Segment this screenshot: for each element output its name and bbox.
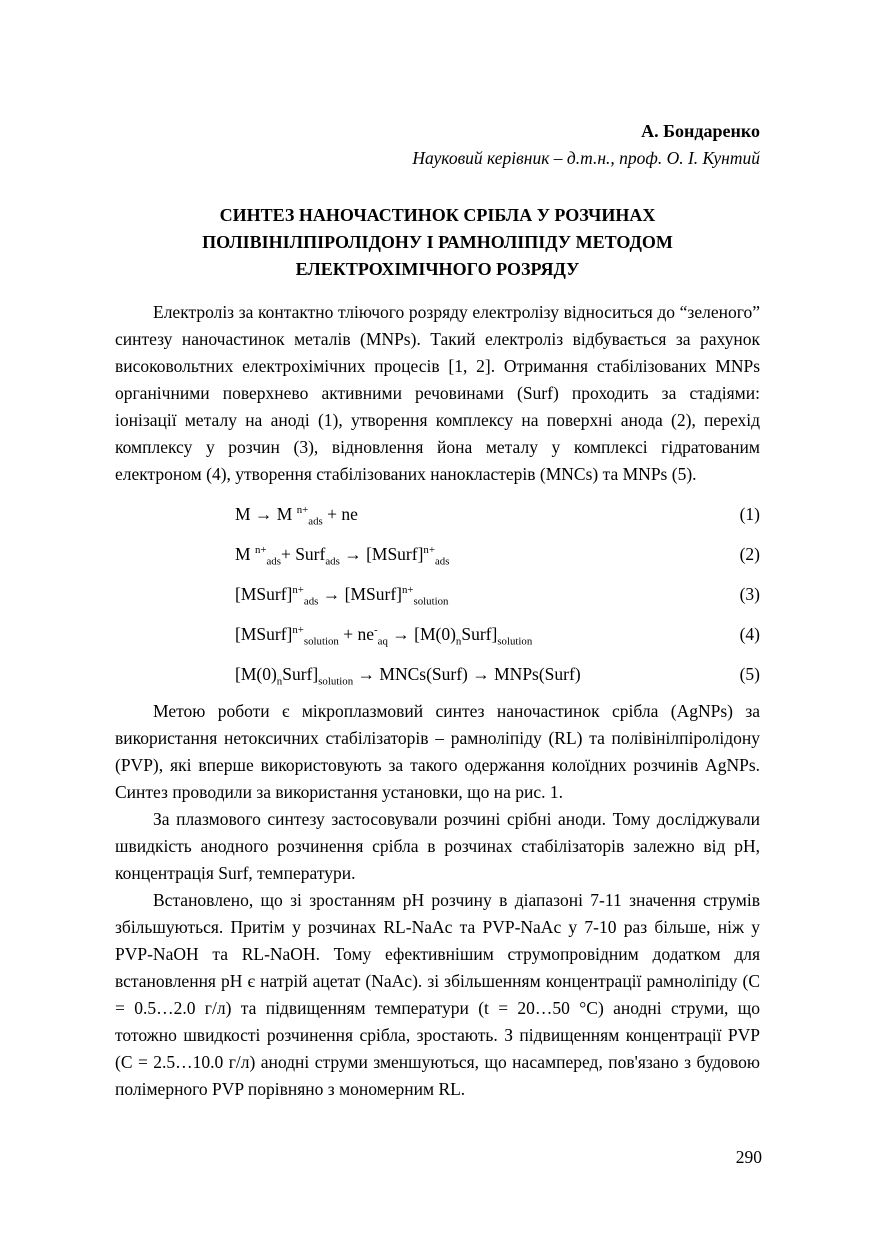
title-line-2: ПОЛІВІНІЛПІРОЛІДОНУ І РАМНОЛІПІДУ МЕТОДОМ bbox=[202, 232, 673, 252]
equation bbox=[115, 654, 760, 694]
equation-content: M $^{n+}_{ads}$+ Surf$_{ads}$ → [MSurf]$^{n+}_{ads}$ bbox=[235, 544, 450, 568]
equation-number: (5) bbox=[739, 664, 760, 684]
equation-content: [MSurf]$^{n+}_{solution}$ + $ne^-_{aq}$ → $[M(0)_nSurf]_{solution}$ bbox=[235, 624, 533, 648]
paragraph-aim: Метою роботи є мікроплазмовий синтез наночастинок срібла (AgNPs) за використання нетоксичних стабілізаторів – рамноліпіду (RL) та полівінілпіролідону (PVP), які вперше використовують за такого одержання колоїдних розчинів AgNPs. Синтез проводили за використання установки, що на рис. 1. bbox=[115, 701, 760, 802]
equation bbox=[115, 494, 760, 534]
equation-number: (4) bbox=[739, 624, 760, 644]
equation-number: (2) bbox=[739, 544, 760, 564]
page-number: 290 bbox=[735, 1147, 762, 1167]
equations-block bbox=[115, 494, 760, 694]
paper-title bbox=[115, 202, 760, 283]
paragraph-method: За плазмового синтезу застосовували розчині срібні аноди. Тому досліджували швидкість анодного розчинення срібла в розчинах стабілізаторів залежно від рН, концентрація Surf, температури. bbox=[115, 809, 760, 883]
equation bbox=[115, 614, 760, 654]
equation bbox=[115, 534, 760, 574]
paragraph-results: Встановлено, що зі зростанням рН розчину в діапазоні 7-11 значення струмів збільшуються. Притім у розчинах RL-NaAc та PVP-NaAc у 7-10 раз більше, ніж у PVP-NaOH та RL-NaOH. Тому ефективнішим струмопровідним додатком для встановлення рН є натрій ацетат (NaAc). зі збільшенням концентрації рамноліпіду (С = 0.5…2.0 г/л) та підвищенням температури (t = 20…50 °С) анодні струми, що тотожно швидкості розчинення срібла, зростають. З підвищенням концентрації PVP (С = 2.5…10.0 г/л) анодні струми зменшуються, що насамперед, пов'язано з будовою полімерного PVP порівняно з мономерним RL. bbox=[115, 890, 760, 1099]
author-name: А. Бондаренко bbox=[641, 121, 760, 141]
supervisor-line: Науковий керівник – д.т.н., проф. О. І. Кунтий bbox=[412, 148, 760, 168]
equation-content: $[M(0)_nSurf]_{solution}$ → MNCs(Surf) → MNPs(Surf) bbox=[235, 664, 581, 688]
title-line-1: СИНТЕЗ НАНОЧАСТИНОК СРІБЛА У РОЗЧИНАХ bbox=[219, 205, 656, 225]
title-line-3: ЕЛЕКТРОХІМІЧНОГО РОЗРЯДУ bbox=[295, 259, 580, 279]
equation-number: (1) bbox=[739, 504, 760, 524]
equation-number: (3) bbox=[739, 584, 760, 604]
paragraph-intro: Електроліз за контактно тліючого розряду електролізу відноситься до “зеленого” синтезу наночастинок металів (MNPs). Такий електроліз відбувається за рахунок високовольтних електрохімічних процесів [1, 2]. Отримання стабілізованих MNPs органічними поверхнево активними речовинами (Surf) проходить за стадіями: іонізації металу на аноді (1), утворення комплексу на поверхні анода (2), перехід комплексу у розчин (3), відновлення йона металу у комплексі гідратованим електроном (4), утворення стабілізованих нанокластерів (MNCs) та MNPs (5). bbox=[115, 302, 760, 484]
byline-block bbox=[115, 118, 760, 172]
equation bbox=[115, 574, 760, 614]
equation-content: [MSurf]$^{n+}_{ads}$ → [MSurf]$^{n+}_{solution}$ bbox=[235, 584, 449, 608]
equation-content: M → M $^{n+}_{ads}$ + ne bbox=[235, 504, 358, 528]
